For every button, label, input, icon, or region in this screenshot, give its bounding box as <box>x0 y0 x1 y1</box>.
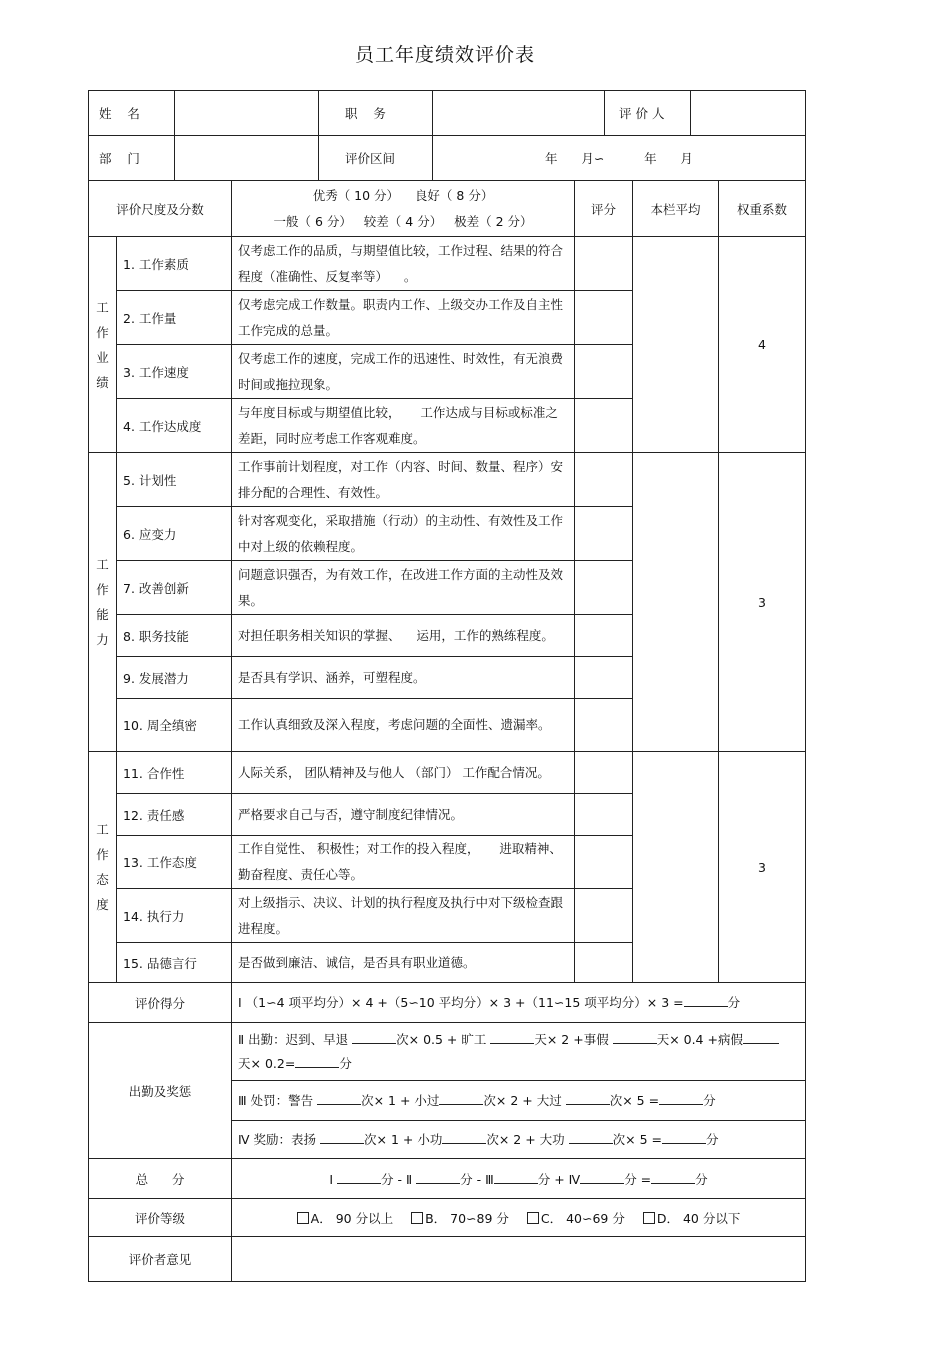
blank-line[interactable] <box>662 1132 706 1144</box>
score-cell[interactable] <box>575 699 633 752</box>
checkbox-icon[interactable] <box>297 1212 309 1224</box>
blank-line[interactable] <box>566 1093 610 1105</box>
criteria-label: 2. 工作量 <box>117 291 232 345</box>
scale-line-1: 优秀（ 10 分） 良好（ 8 分） <box>312 187 494 203</box>
grade-options <box>232 1199 806 1237</box>
criteria-label: 5. 计划性 <box>117 453 232 507</box>
page-title: 员工年度绩效评价表 <box>354 44 535 66</box>
criteria-description: 仅考虑工作的速度，完成工作的迅速性、时效性，有无浪费时间或拖拉现象。 <box>232 345 575 399</box>
scale-description <box>232 181 575 237</box>
total-text: 分 + Ⅳ <box>537 1171 581 1187</box>
weight-value: 3 <box>719 453 806 752</box>
attendance-text: Ⅱ 出勤：迟到、早退 <box>238 1031 353 1047</box>
criteria-label: 7. 改善创新 <box>117 561 232 615</box>
penalty-text: 次× 1 + 小过 <box>361 1092 440 1108</box>
blank-line[interactable] <box>439 1093 483 1105</box>
summary-row <box>89 1237 806 1282</box>
opinion-field[interactable] <box>232 1237 806 1282</box>
criteria-label: 1. 工作素质 <box>117 237 232 291</box>
group-name-char: 能 <box>96 607 109 622</box>
weight-column-header: 权重系数 <box>719 181 806 237</box>
blank-line[interactable] <box>442 1132 486 1144</box>
criteria-description: 工作事前计划程度，对工作（内容、时间、数量、程序）安排分配的合理性、有效性。 <box>232 453 575 507</box>
grade-option-label: C． 40∽69 分 <box>540 1210 625 1226</box>
total-text: 分 - Ⅲ <box>460 1171 494 1187</box>
score-cell[interactable] <box>575 943 633 983</box>
group-name-char: 度 <box>96 897 109 912</box>
blank-line[interactable] <box>490 1032 534 1044</box>
criteria-label: 6. 应变力 <box>117 507 232 561</box>
group-name-char: 作 <box>96 582 109 597</box>
blank-line[interactable] <box>743 1032 779 1044</box>
attendance-text: 天× 0.2= <box>238 1055 296 1071</box>
evaluator-label: 评 价 人 <box>619 106 665 121</box>
group-name-char: 业 <box>96 349 109 365</box>
group-name-char: 作 <box>96 324 109 340</box>
attendance-formula <box>232 1023 806 1081</box>
reward-text: 次× 2 + 大功 <box>486 1131 569 1147</box>
score-cell[interactable] <box>575 507 633 561</box>
blank-line[interactable] <box>613 1032 657 1044</box>
evaluation-table <box>88 180 806 1282</box>
blank-line[interactable] <box>659 1093 703 1105</box>
evaluator-field[interactable] <box>691 91 806 136</box>
grade-option-label: D． 40 分以下 <box>656 1210 741 1226</box>
blank-line[interactable] <box>337 1172 381 1184</box>
attendance-text: 天× 2 +事假 <box>534 1031 613 1047</box>
penalty-text: 次× 5 = <box>609 1092 660 1108</box>
group-name-char: 工 <box>96 822 109 837</box>
score-cell[interactable] <box>575 615 633 657</box>
average-column-header: 本栏平均 <box>633 181 719 237</box>
group-name <box>89 237 117 453</box>
reward-text: 分 <box>705 1131 719 1147</box>
criteria-description: 问题意识强否，为有效工作，在改进工作方面的主动性及效果。 <box>232 561 575 615</box>
score-column-header: 评分 <box>575 181 633 237</box>
criteria-label: 9. 发展潜力 <box>117 657 232 699</box>
group-name <box>89 752 117 983</box>
total-formula <box>232 1159 806 1199</box>
blank-line[interactable] <box>684 995 728 1007</box>
reward-text: Ⅳ 奖励：表扬 <box>238 1131 320 1147</box>
criteria-description: 是否做到廉洁、诚信，是否具有职业道德。 <box>232 943 575 983</box>
blank-line[interactable] <box>320 1132 364 1144</box>
blank-line[interactable] <box>580 1172 624 1184</box>
penalty-formula <box>232 1081 806 1121</box>
grade-label: 评价等级 <box>89 1199 232 1237</box>
total-text: 分 <box>695 1171 708 1187</box>
score-cell[interactable] <box>575 237 633 291</box>
dept-field[interactable] <box>175 136 319 181</box>
position-label: 职 务 <box>345 106 386 121</box>
criteria-description: 对上级指示、决议、计划的执行程度及执行中对下级检查跟进程度。 <box>232 889 575 943</box>
attendance-text: 次× 0.5 + 旷工 <box>396 1031 491 1047</box>
group-name-char: 绩 <box>96 374 109 390</box>
group-name <box>89 453 117 752</box>
penalty-text: Ⅲ 处罚：警告 <box>238 1092 318 1108</box>
total-text: 分 = <box>624 1171 652 1187</box>
period-label: 评价区间 <box>345 151 396 166</box>
criteria-description: 工作认真细致及深入程度，考虑问题的全面性、遗漏率。 <box>232 699 575 752</box>
criteria-label: 10. 周全缜密 <box>117 699 232 752</box>
score-cell[interactable] <box>575 453 633 507</box>
group-name-char: 态 <box>96 872 109 887</box>
group-name-char: 工 <box>96 557 109 572</box>
criteria-description: 工作自觉性、 积极性；对工作的投入程度， 进取精神、勤奋程度、责任心等。 <box>232 836 575 889</box>
score-cell[interactable] <box>575 561 633 615</box>
penalty-text: 次× 2 + 大过 <box>483 1092 566 1108</box>
criteria-description: 与年度目标或与期望值比较， 工作达成与目标或标准之差距，同时应考虑工作客观难度。 <box>232 399 575 453</box>
score-unit: 分 <box>727 994 741 1010</box>
criteria-label: 8. 职务技能 <box>117 615 232 657</box>
header-table <box>88 90 806 181</box>
reward-text: 次× 5 = <box>612 1131 662 1147</box>
criteria-label: 11. 合作性 <box>117 752 232 794</box>
grade-option-0[interactable] <box>297 1211 393 1226</box>
group-name-char: 作 <box>96 847 109 862</box>
criteria-description: 人际关系， 团队精神及与他人 （部门） 工作配合情况。 <box>232 752 575 794</box>
period-value: 年 月∽ 年 月 <box>545 151 693 166</box>
criteria-label: 3. 工作速度 <box>117 345 232 399</box>
scale-line-2: 一般（ 6 分） 较差（ 4 分） 极差（ 2 分） <box>273 213 533 229</box>
grade-option-1[interactable] <box>411 1211 509 1226</box>
checkbox-icon[interactable] <box>643 1212 655 1224</box>
criteria-label: 4. 工作达成度 <box>117 399 232 453</box>
criteria-row <box>89 752 806 794</box>
criteria-row <box>89 453 806 507</box>
attendance-label: 出勤及奖惩 <box>89 1023 232 1159</box>
total-text: Ⅰ <box>329 1171 338 1187</box>
dept-label: 部 门 <box>99 151 140 166</box>
blank-line[interactable] <box>416 1172 460 1184</box>
blank-line[interactable] <box>569 1132 613 1144</box>
name-label: 姓 名 <box>99 106 140 121</box>
average-cell[interactable] <box>633 453 719 752</box>
group-name-char: 工 <box>96 299 109 315</box>
grade-option-3[interactable] <box>643 1211 740 1226</box>
blank-line[interactable] <box>494 1172 538 1184</box>
attendance-text: 天× 0.4 +病假 <box>656 1031 743 1047</box>
summary-row <box>89 983 806 1023</box>
reward-formula <box>232 1121 806 1159</box>
checkbox-icon[interactable] <box>411 1212 423 1224</box>
total-label: 总 分 <box>89 1159 232 1199</box>
group-name-char: 力 <box>96 632 109 647</box>
criteria-row <box>89 237 806 291</box>
criteria-description: 是否具有学识、涵养，可塑程度。 <box>232 657 575 699</box>
checkbox-icon[interactable] <box>527 1212 539 1224</box>
reward-text: 次× 1 + 小功 <box>364 1131 443 1147</box>
blank-line[interactable] <box>651 1172 695 1184</box>
name-field[interactable] <box>175 91 319 136</box>
weight-value: 3 <box>719 752 806 983</box>
weight-value: 4 <box>719 237 806 453</box>
grade-option-label: B． 70∽89 分 <box>425 1210 509 1226</box>
score-cell[interactable] <box>575 399 633 453</box>
score-cell[interactable] <box>575 752 633 794</box>
grade-option-label: A． 90 分以上 <box>310 1210 394 1226</box>
score-cell[interactable] <box>575 291 633 345</box>
score-row-label: 评价得分 <box>89 983 232 1023</box>
opinion-label: 评价者意见 <box>89 1237 232 1282</box>
position-field[interactable] <box>433 91 605 136</box>
blank-line[interactable] <box>352 1032 396 1044</box>
summary-row <box>89 1023 806 1081</box>
criteria-description: 对担任职务相关知识的掌握、 运用，工作的熟练程度。 <box>232 615 575 657</box>
average-cell[interactable] <box>633 237 719 453</box>
criteria-description: 仅考虑工作的品质，与期望值比较，工作过程、结果的符合程度（准确性、反复率等） 。 <box>232 237 575 291</box>
criteria-description: 仅考虑完成工作数量。职责内工作、上级交办工作及自主性工作完成的总量。 <box>232 291 575 345</box>
grade-option-2[interactable] <box>527 1211 625 1226</box>
penalty-text: 分 <box>703 1092 716 1108</box>
score-formula-text: Ⅰ （1∽4 项平均分）× 4 +（5∽10 平均分）× 3 +（11∽15 项平均分）× 3 = <box>238 994 684 1010</box>
period-field[interactable] <box>433 136 806 181</box>
blank-line[interactable] <box>295 1056 339 1068</box>
criteria-description: 严格要求自己与否，遵守制度纪律情况。 <box>232 794 575 836</box>
scale-label: 评价尺度及分数 <box>89 181 232 237</box>
summary-row <box>89 1199 806 1237</box>
average-cell[interactable] <box>633 752 719 983</box>
attendance-text: 分 <box>339 1055 352 1071</box>
criteria-label: 12. 责任感 <box>117 794 232 836</box>
score-cell[interactable] <box>575 836 633 889</box>
criteria-label: 15. 品德言行 <box>117 943 232 983</box>
score-cell[interactable] <box>575 345 633 399</box>
summary-row <box>89 1159 806 1199</box>
score-cell[interactable] <box>575 889 633 943</box>
criteria-description: 针对客观变化，采取措施（行动）的主动性、有效性及工作中对上级的依赖程度。 <box>232 507 575 561</box>
criteria-label: 13. 工作态度 <box>117 836 232 889</box>
score-formula <box>232 983 806 1023</box>
score-cell[interactable] <box>575 794 633 836</box>
blank-line[interactable] <box>317 1093 361 1105</box>
score-cell[interactable] <box>575 657 633 699</box>
total-text: 分 - Ⅱ <box>381 1171 417 1187</box>
criteria-label: 14. 执行力 <box>117 889 232 943</box>
